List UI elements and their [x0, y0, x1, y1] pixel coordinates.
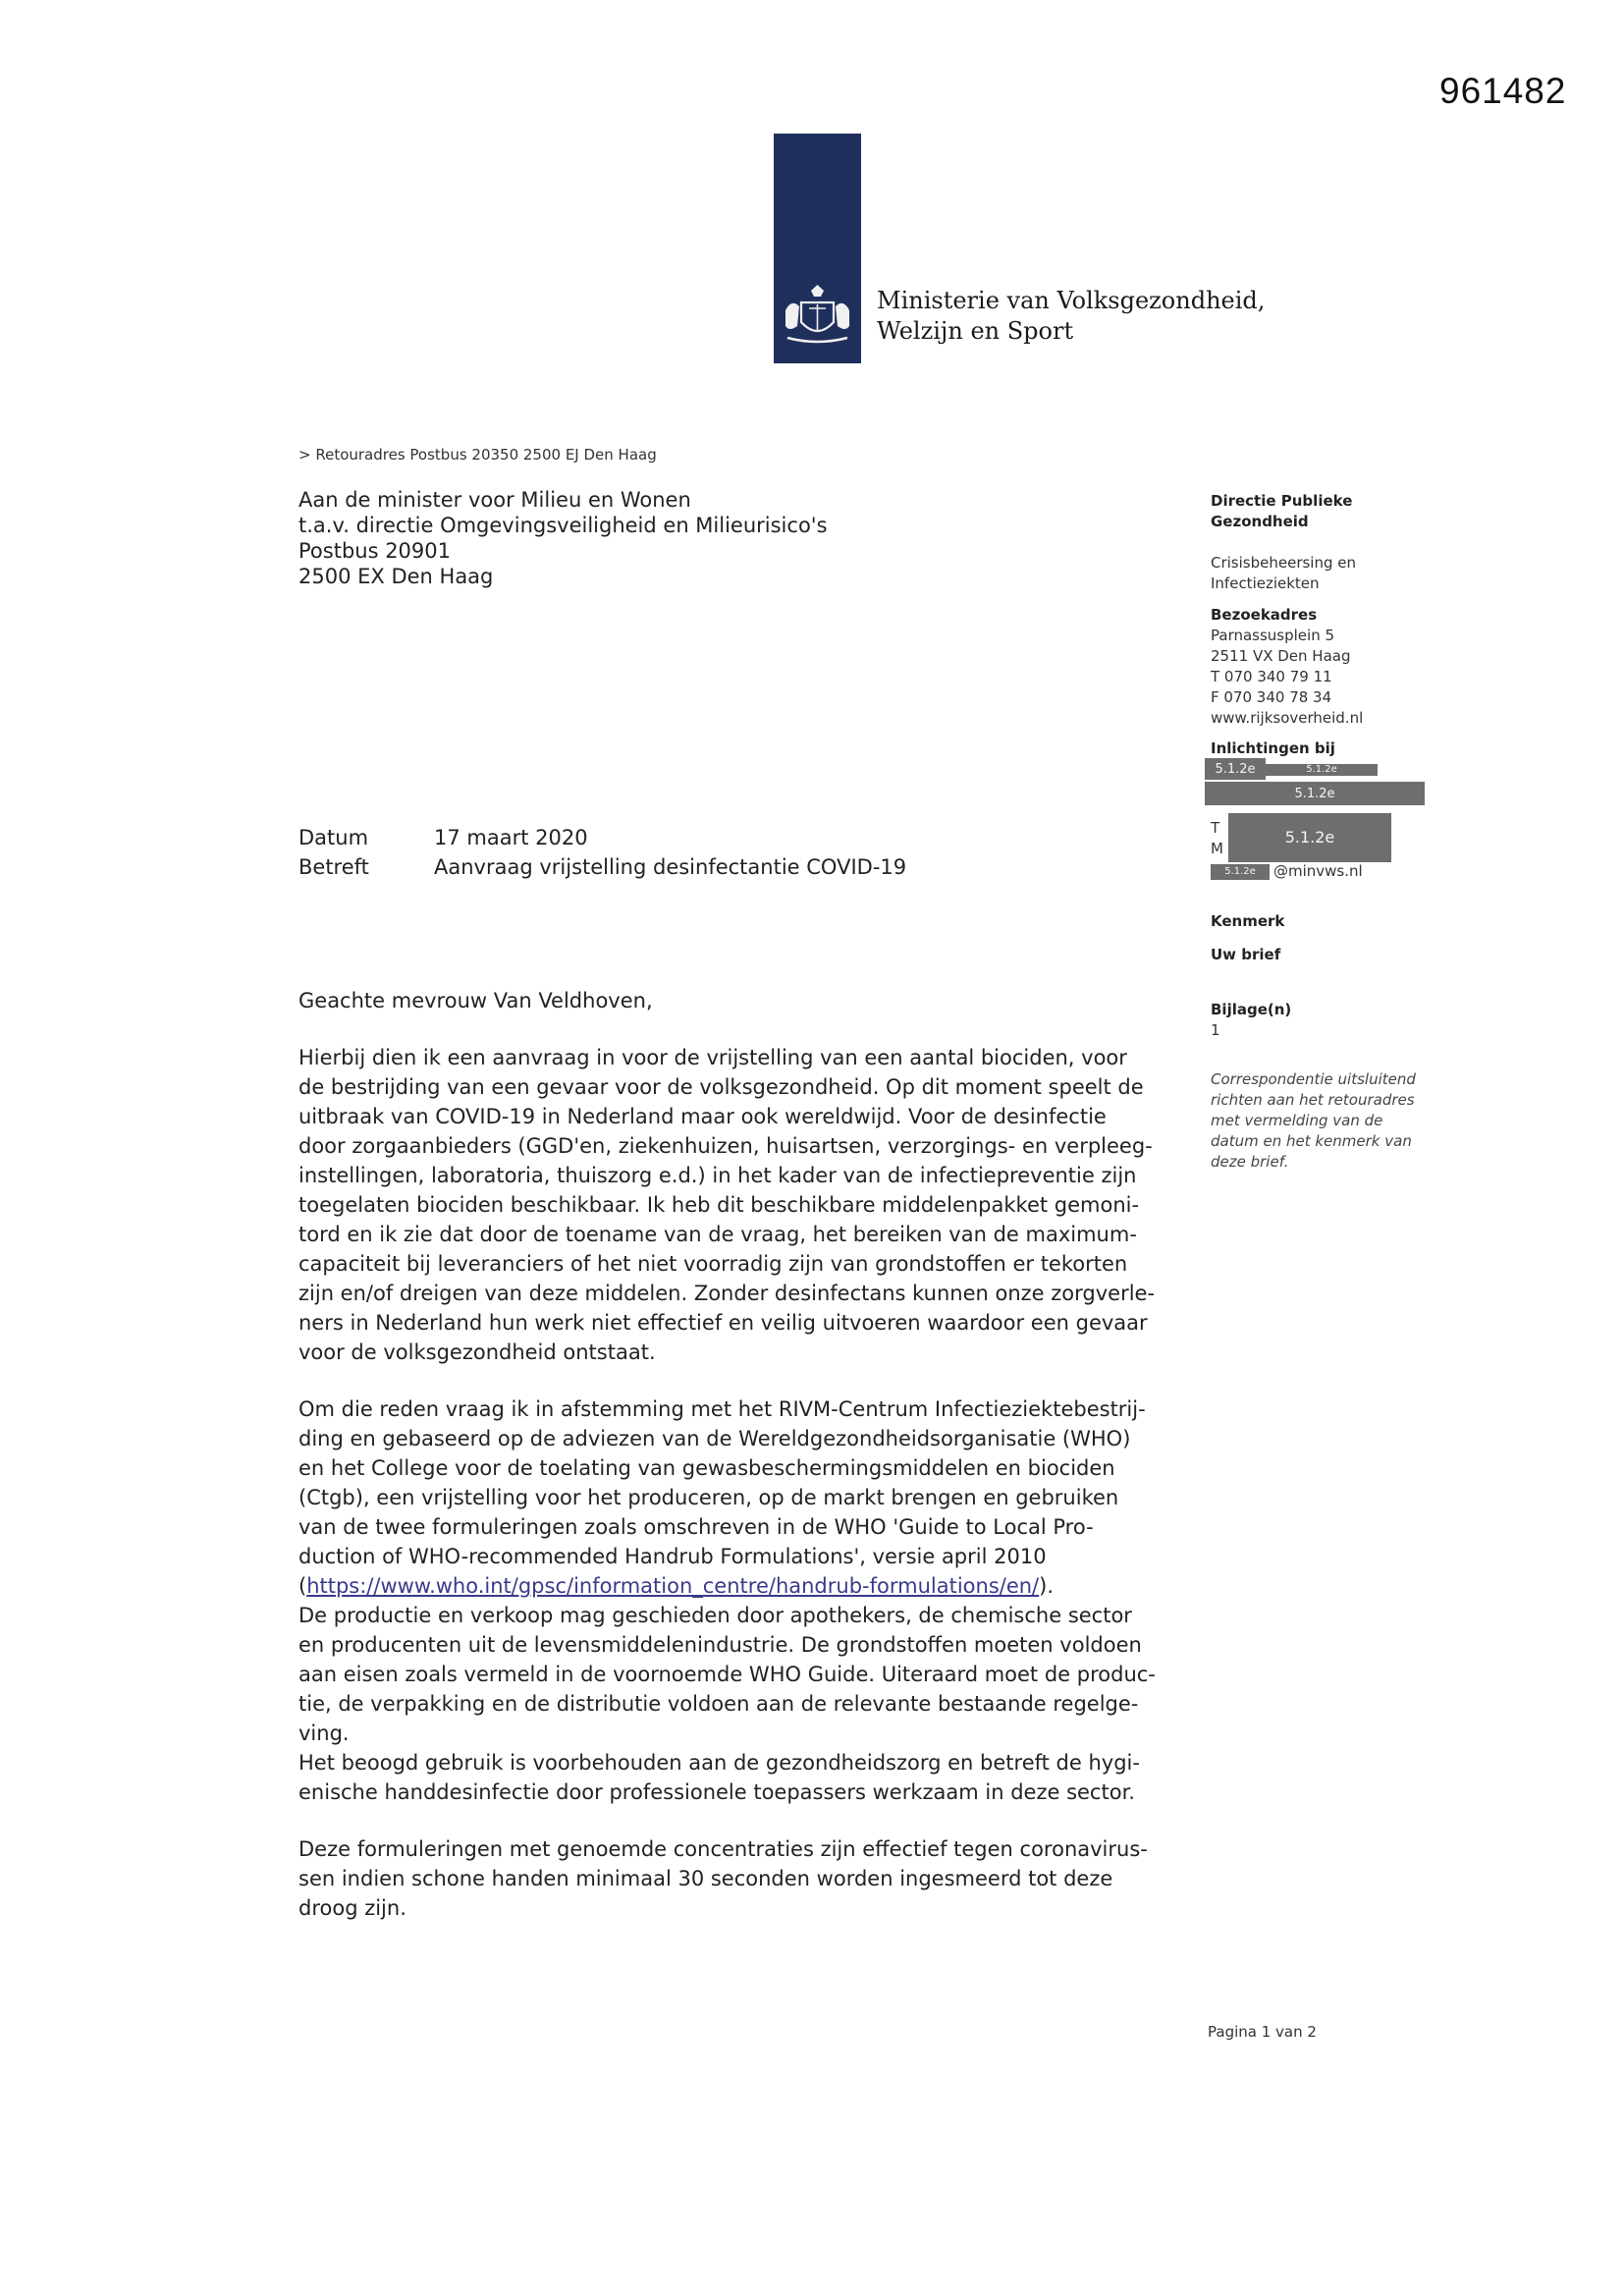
paragraph-line: Het beoogd gebruik is voorbehouden aan de gezondheidszorg en betreft de hygi- — [298, 1751, 1140, 1775]
recipient-line: Aan de minister voor Milieu en Wonen — [298, 488, 691, 512]
correspondence-note-line: deze brief. — [1211, 1153, 1289, 1171]
correspondence-note-line: datum en het kenmerk van — [1211, 1132, 1412, 1150]
info-heading: Inlichtingen bij — [1211, 739, 1335, 757]
paragraph-line: duction of WHO-recommended Handrub Formulations', versie april 2010 — [298, 1545, 1047, 1568]
redaction-block: 5.1.2e — [1266, 764, 1378, 776]
coat-of-arms-icon — [780, 281, 855, 350]
correspondence-note-line: richten aan het retouradres — [1211, 1091, 1415, 1109]
date-label: Datum — [298, 826, 369, 849]
paragraph-line: droog zijn. — [298, 1896, 406, 1920]
paragraph-line: aan eisen zoals vermeld in de voornoemde WHO Guide. Uiteraard moet de produc- — [298, 1663, 1156, 1686]
paragraph-line: en producenten uit de levensmiddelenindustrie. De grondstoffen moeten voldoen — [298, 1633, 1142, 1657]
letter-metadata — [298, 823, 906, 882]
paragraph-line: zijn en/of dreigen van deze middelen. Zonder desinfectans kunnen onze zorgverle- — [298, 1282, 1156, 1305]
date-value: 17 maart 2020 — [434, 826, 588, 849]
subject-row — [298, 852, 906, 882]
paragraph-line: tord en ik zie dat door de toename van de vraag, het bereiken van de maximum- — [298, 1223, 1137, 1246]
paragraph-line: sen indien schone handen minimaal 30 seconden worden ingesmeerd tot deze — [298, 1867, 1113, 1890]
paragraph-line: voor de volksgezondheid ontstaat. — [298, 1340, 656, 1364]
attachments-label: Bijlage(n) — [1211, 1001, 1292, 1018]
paragraph-line: instellingen, laboratoria, thuiszorg e.d.) in het kader van de infectiepreventie zijn — [298, 1164, 1137, 1187]
ministry-name — [877, 286, 1265, 347]
fax-number: F 070 340 78 34 — [1211, 688, 1332, 706]
department-line-1: Crisisbeheersing en — [1211, 554, 1357, 572]
paragraph-line: de bestrijding van een gevaar voor de volksgezondheid. Op dit moment speelt de — [298, 1075, 1144, 1099]
paragraph-line: capaciteit bij leveranciers of het niet voorradig zijn van grondstoffen er tekorten — [298, 1252, 1128, 1276]
recipient-line: Postbus 20901 — [298, 539, 451, 563]
recipient-line: t.a.v. directie Omgevingsveiligheid en Milieurisico's — [298, 514, 828, 537]
link-close-paren: ). — [1039, 1574, 1055, 1598]
paragraph-line: en het College voor de toelating van gewasbeschermingsmiddelen en biociden — [298, 1456, 1115, 1480]
paragraph-line: De productie en verkoop mag geschieden door apothekers, de chemische sector — [298, 1604, 1132, 1627]
your-letter-label: Uw brief — [1211, 946, 1281, 963]
visit-address-heading: Bezoekadres — [1211, 606, 1318, 624]
document-number: 961482 — [1439, 71, 1567, 111]
attachments-count: 1 — [1211, 1021, 1220, 1039]
directorate-line-2: Gezondheid — [1211, 513, 1309, 530]
paragraph-line: (Ctgb), een vrijstelling voor het produceren, op de markt brengen en gebruiken — [298, 1486, 1119, 1509]
redaction-block: 5.1.2e — [1211, 864, 1270, 880]
paragraph-effectiveness — [298, 1834, 1182, 1923]
redaction-block: 5.1.2e — [1228, 813, 1391, 862]
paragraph-line: ding en gebaseerd op de adviezen van de Wereldgezondheidsorganisatie (WHO) — [298, 1427, 1131, 1450]
page-number: Pagina 1 van 2 — [1208, 2023, 1317, 2041]
link-line — [298, 1571, 1182, 1601]
paragraph-line: Om die reden vraag ik in afstemming met het RIVM-Centrum Infectieziektebestrij- — [298, 1397, 1146, 1421]
who-guide-link[interactable]: https://www.who.int/gpsc/information_centre/handrub-formulations/en/ — [306, 1574, 1040, 1598]
paragraph-line: van de twee formuleringen zoals omschreven in de WHO 'Guide to Local Pro- — [298, 1515, 1094, 1539]
salutation: Geachte mevrouw Van Veldhoven, — [298, 989, 653, 1012]
telephone-prefix: T — [1211, 819, 1220, 837]
redaction-block: 5.1.2e — [1205, 782, 1425, 805]
paragraph-line: uitbraak van COVID-19 in Nederland maar ook wereldwijd. Voor de desinfectie — [298, 1105, 1107, 1128]
kenmerk-label: Kenmerk — [1211, 912, 1285, 930]
visit-street: Parnassusplein 5 — [1211, 627, 1335, 644]
paragraph-request — [298, 1043, 1182, 1367]
recipient-line: 2500 EX Den Haag — [298, 565, 494, 588]
ministry-name-line-2: Welzijn en Sport — [877, 317, 1074, 345]
subject-value: Aanvraag vrijstelling desinfectantie COVID-19 — [434, 855, 907, 879]
paragraph-line: door zorgaanbieders (GGD'en, ziekenhuizen, huisartsen, verzorgings- en verpleeg- — [298, 1134, 1153, 1158]
website-link[interactable]: www.rijksoverheid.nl — [1211, 709, 1364, 727]
redaction-block: 5.1.2e — [1205, 758, 1266, 780]
visit-city: 2511 VX Den Haag — [1211, 647, 1351, 665]
return-address: > Retouradres Postbus 20350 2500 EJ Den Haag — [298, 446, 657, 464]
email-suffix: @minvws.nl — [1273, 862, 1363, 880]
government-logo — [774, 134, 861, 363]
paragraph-line: Deze formuleringen met genoemde concentraties zijn effectief tegen coronavirus- — [298, 1837, 1148, 1861]
paragraph-line: tie, de verpakking en de distributie voldoen aan de relevante bestaande regelge- — [298, 1692, 1139, 1716]
ministry-name-line-1: Ministerie van Volksgezondheid, — [877, 287, 1266, 314]
department-line-2: Infectieziekten — [1211, 574, 1320, 592]
paragraph-line: enische handdesinfectie door professionele toepassers werkzaam in deze sector. — [298, 1780, 1135, 1804]
paragraph-line: ving. — [298, 1722, 350, 1745]
paragraph-line: toegelaten biociden beschikbaar. Ik heb dit beschikbare middelenpakket gemoni- — [298, 1193, 1140, 1217]
paragraph-line: Hierbij dien ik een aanvraag in voor de vrijstelling van een aantal biociden, voor — [298, 1046, 1127, 1069]
recipient-address — [298, 487, 828, 589]
link-open-paren: ( — [298, 1574, 307, 1598]
directorate-line-1: Directie Publieke — [1211, 492, 1353, 510]
paragraph-line: ners in Nederland hun werk niet effectief en veilig uitvoeren waardoor een gevaar — [298, 1311, 1148, 1335]
subject-label: Betreft — [298, 855, 369, 879]
correspondence-note-line: Correspondentie uitsluitend — [1211, 1070, 1416, 1088]
date-row — [298, 823, 906, 852]
paragraph-exemption — [298, 1394, 1182, 1807]
correspondence-note-line: met vermelding van de — [1211, 1112, 1383, 1129]
mobile-prefix: M — [1211, 840, 1223, 857]
phone-number: T 070 340 79 11 — [1211, 668, 1332, 685]
